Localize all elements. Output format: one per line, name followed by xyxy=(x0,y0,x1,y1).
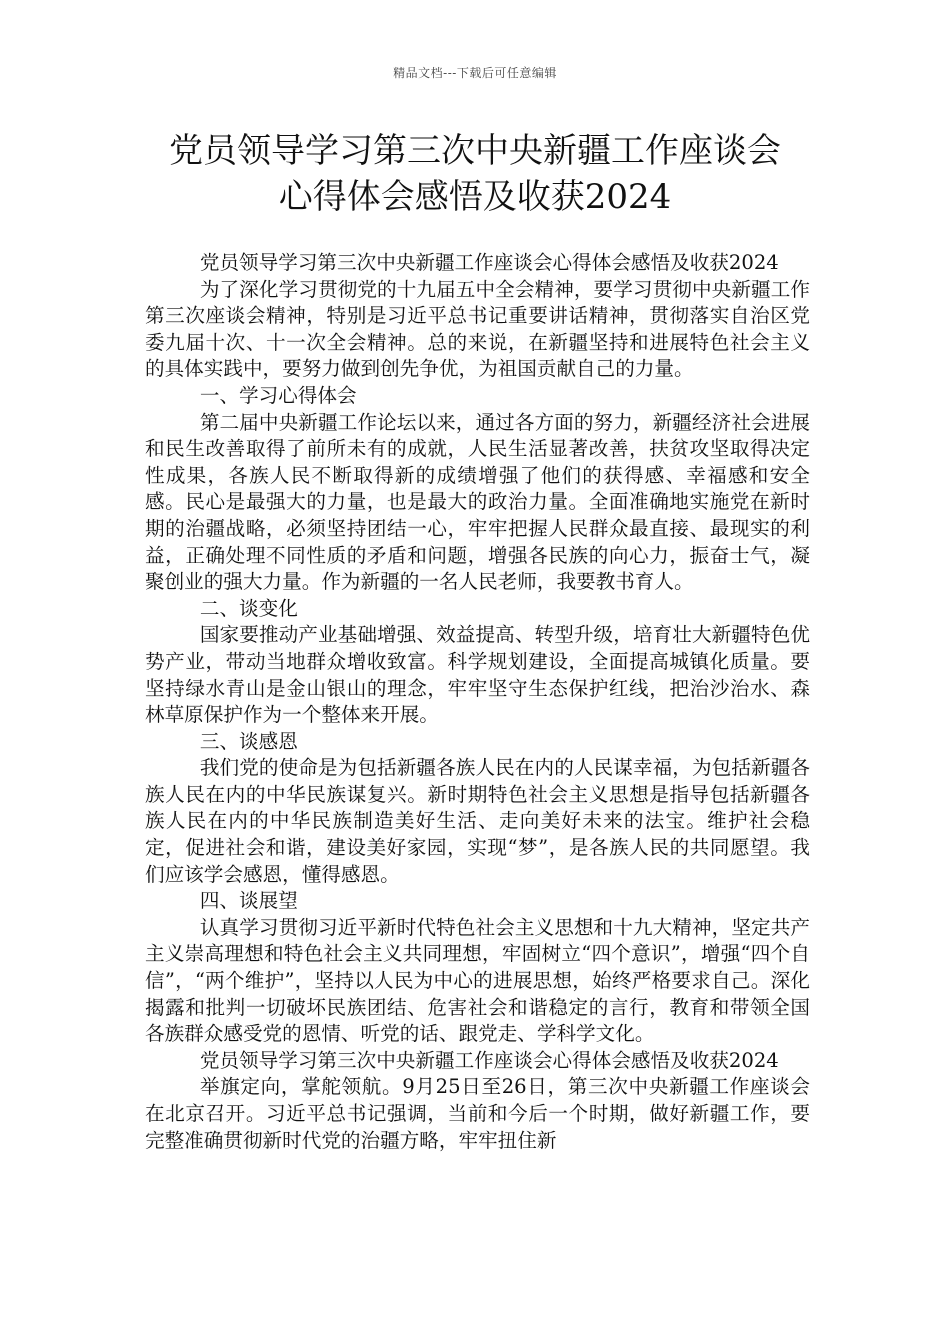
section-heading: 二、谈变化 xyxy=(199,596,298,620)
document-title-line-1: 党员领导学习第三次中央新疆工作座谈会 xyxy=(169,131,781,171)
body-paragraph: 第二届中央新疆工作论坛以来，通过各方面的努力，新疆经济社会进展和民生改善取得了前所未有的成就，人民生活显著改善，扶贫攻坚取得决定性成果，各族人民不断取得新的成绩增强了他们的获得感、幸福感和安全感。民心是最强大的力量，也是最大的政治力量。全面准确地实施党在新时期的治疆战略，必须坚持团结一心，牢牢把握人民群众最直接、最现实的利益，正确处理不同性质的矛盾和问题，增强各民族的向心力，振奋士气，凝聚创业的强大力量。作为新疆的一名人民老师，我要教书育人。 xyxy=(145,410,810,594)
body-paragraph: 为了深化学习贯彻党的十九届五中全会精神，要学习贯彻中央新疆工作第三次座谈会精神，特别是习近平总书记重要讲话精神，贯彻落实自治区党委九届十次、十一次全会精神。总的来说，在新疆坚持和进展特色社会主义的具体实践中，要努力做到创先争优，为祖国贡献自己的力量。 xyxy=(145,277,810,381)
body-paragraph: 党员领导学习第三次中央新疆工作座谈会心得体会感悟及收获2024 xyxy=(199,251,779,274)
body-paragraph: 我们党的使命是为包括新疆各族人民在内的人民谋幸福，为包括新疆各族人民在内的中华民族谋复兴。新时期特色社会主义思想是指导包括新疆各族人民在内的中华民族制造美好生活、走向美好未来的法宝。维护社会稳定，促进社会和谐，建设美好家园，实现“梦”，是各族人民的共同愿望。我们应该学会感恩，懂得感恩。 xyxy=(145,756,810,886)
document-title xyxy=(130,128,820,220)
section-heading: 四、谈展望 xyxy=(199,889,298,913)
body-paragraph: 举旗定向，掌舵领航。9月25日至26日，第三次中央新疆工作座谈会在北京召开。习近平总书记强调，当前和今后一个时期，做好新疆工作，要完整准确贯彻新时代党的治疆方略，牢牢扭住新 xyxy=(145,1075,810,1152)
body-paragraph: 认真学习贯彻习近平新时代特色社会主义思想和十九大精神，坚定共产主义崇高理想和特色社会主义共同理想，牢固树立“四个意识”，增强“四个自信”，“两个维护”，坚持以人民为中心的进展思想，始终严格要求自己。深化揭露和批判一切破坏民族团结、危害社会和谐稳定的言行，教育和带领全国各族群众感受党的恩情、听党的话、跟党走、学科学文化。 xyxy=(145,915,810,1046)
body-paragraph: 国家要推动产业基础增强、效益提高、转型升级，培育壮大新疆特色优势产业，带动当地群众增收致富。科学规划建设，全面提高城镇化质量。要坚持绿水青山是金山银山的理念，牢牢坚守生态保护红线，把治沙治水、森林草原保护作为一个整体来开展。 xyxy=(145,623,810,727)
section-heading: 三、谈感恩 xyxy=(199,729,298,753)
page-header: 精品文档---下载后可任意编辑 xyxy=(393,66,557,80)
document-title-line-2: 心得体会感悟及收获2024 xyxy=(278,177,672,217)
body-paragraph: 党员领导学习第三次中央新疆工作座谈会心得体会感悟及收获2024 xyxy=(199,1048,779,1072)
document-body xyxy=(145,250,810,1154)
section-heading: 一、学习心得体会 xyxy=(199,383,357,407)
